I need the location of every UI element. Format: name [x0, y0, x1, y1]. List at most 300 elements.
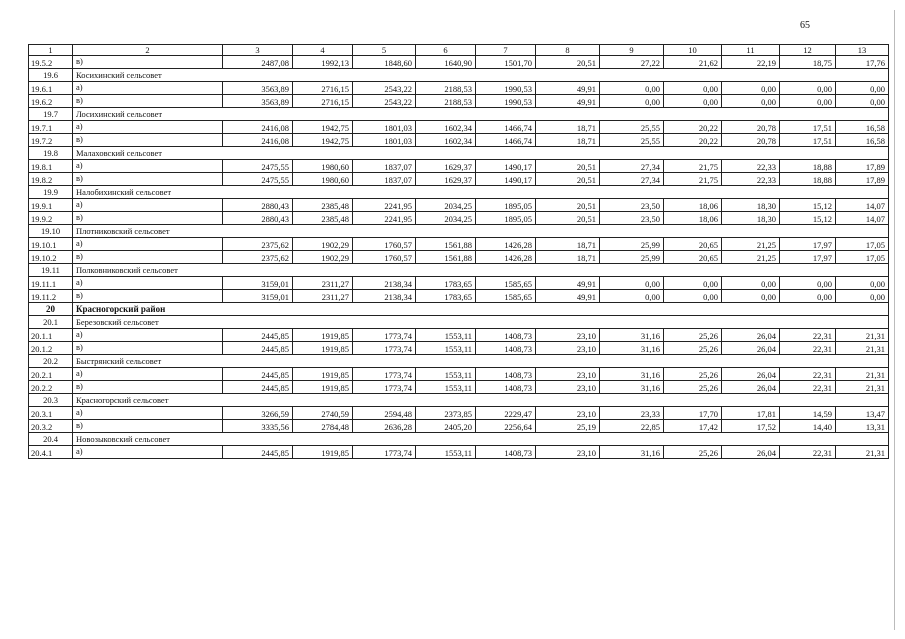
value-cell: 0,00 — [780, 95, 836, 108]
value-cell: 22,31 — [780, 446, 836, 459]
value-cell: 49,91 — [536, 95, 600, 108]
value-cell: 18,30 — [722, 199, 780, 212]
value-cell: 1760,57 — [353, 238, 416, 251]
value-cell: 1773,74 — [353, 329, 416, 342]
row-code: 19.9.2 — [29, 212, 73, 225]
value-cell: 1585,65 — [476, 277, 536, 290]
value-cell: 20,65 — [664, 238, 722, 251]
table-row — [29, 329, 889, 342]
value-cell: 1408,73 — [476, 368, 536, 381]
row-label: в) — [73, 342, 223, 355]
value-cell: 16,58 — [836, 134, 889, 147]
value-cell: 2636,28 — [353, 420, 416, 433]
section-name: Березовский сельсовет — [73, 316, 889, 329]
row-label: в) — [73, 173, 223, 186]
value-cell: 15,12 — [780, 212, 836, 225]
value-cell: 20,51 — [536, 212, 600, 225]
value-cell: 1602,34 — [416, 134, 476, 147]
value-cell: 17,52 — [722, 420, 780, 433]
column-header: 1 — [29, 45, 73, 56]
column-header: 8 — [536, 45, 600, 56]
table-row — [29, 381, 889, 394]
row-label: а) — [73, 407, 223, 420]
column-header: 4 — [293, 45, 353, 56]
value-cell: 23,10 — [536, 381, 600, 394]
value-cell: 1408,73 — [476, 381, 536, 394]
value-cell: 21,75 — [664, 173, 722, 186]
value-cell: 22,31 — [780, 368, 836, 381]
value-cell: 0,00 — [600, 290, 664, 303]
value-cell: 14,07 — [836, 212, 889, 225]
value-cell: 18,30 — [722, 212, 780, 225]
value-cell: 27,22 — [600, 56, 664, 69]
row-label: в) — [73, 381, 223, 394]
table-row — [29, 277, 889, 290]
value-cell: 1801,03 — [353, 121, 416, 134]
value-cell: 2188,53 — [416, 82, 476, 95]
value-cell: 1919,85 — [293, 329, 353, 342]
value-cell: 25,19 — [536, 420, 600, 433]
column-header: 10 — [664, 45, 722, 56]
page-number: 65 — [800, 20, 810, 31]
section-name: Лосихинский сельсовет — [73, 108, 889, 121]
row-code: 20.2.2 — [29, 381, 73, 394]
value-cell: 20,51 — [536, 56, 600, 69]
value-cell: 2445,85 — [223, 342, 293, 355]
value-cell: 23,33 — [600, 407, 664, 420]
value-cell: 2311,27 — [293, 290, 353, 303]
value-cell: 21,31 — [836, 368, 889, 381]
column-header: 7 — [476, 45, 536, 56]
row-code: 19.8.2 — [29, 173, 73, 186]
value-cell: 1602,34 — [416, 121, 476, 134]
row-label: в) — [73, 56, 223, 69]
section-name: Косихинский сельсовет — [73, 69, 889, 82]
value-cell: 27,34 — [600, 160, 664, 173]
column-header: 6 — [416, 45, 476, 56]
row-code: 19.6 — [29, 69, 73, 82]
value-cell: 3159,01 — [223, 290, 293, 303]
value-cell: 1408,73 — [476, 446, 536, 459]
value-cell: 3159,01 — [223, 277, 293, 290]
table-row — [29, 290, 889, 303]
value-cell: 25,26 — [664, 368, 722, 381]
section-row — [29, 316, 889, 329]
row-code: 20.4.1 — [29, 446, 73, 459]
value-cell: 2034,25 — [416, 212, 476, 225]
table-row — [29, 342, 889, 355]
value-cell: 20,78 — [722, 121, 780, 134]
column-header: 2 — [73, 45, 223, 56]
row-code: 19.11.2 — [29, 290, 73, 303]
district-name: Красногорский район — [73, 303, 889, 316]
row-label: а) — [73, 199, 223, 212]
table-row — [29, 238, 889, 251]
value-cell: 2241,95 — [353, 212, 416, 225]
value-cell: 22,85 — [600, 420, 664, 433]
table-row — [29, 121, 889, 134]
value-cell: 2445,85 — [223, 381, 293, 394]
row-code: 20.1.2 — [29, 342, 73, 355]
value-cell: 1992,13 — [293, 56, 353, 69]
row-code: 19.10.2 — [29, 251, 73, 264]
value-cell: 21,31 — [836, 342, 889, 355]
value-cell: 2445,85 — [223, 368, 293, 381]
value-cell: 3335,56 — [223, 420, 293, 433]
value-cell: 2385,48 — [293, 199, 353, 212]
row-code: 19.9.1 — [29, 199, 73, 212]
table-body — [29, 56, 889, 459]
value-cell: 1848,60 — [353, 56, 416, 69]
value-cell: 31,16 — [600, 381, 664, 394]
value-cell: 2256,64 — [476, 420, 536, 433]
value-cell: 0,00 — [664, 290, 722, 303]
value-cell: 25,26 — [664, 342, 722, 355]
value-cell: 1585,65 — [476, 290, 536, 303]
row-label: а) — [73, 368, 223, 381]
value-cell: 2138,34 — [353, 290, 416, 303]
value-cell: 1553,11 — [416, 446, 476, 459]
value-cell: 18,88 — [780, 173, 836, 186]
value-cell: 20,51 — [536, 199, 600, 212]
row-label: в) — [73, 134, 223, 147]
value-cell: 1760,57 — [353, 251, 416, 264]
value-cell: 1553,11 — [416, 342, 476, 355]
value-cell: 14,07 — [836, 199, 889, 212]
section-row — [29, 225, 889, 238]
value-cell: 21,25 — [722, 238, 780, 251]
table-row — [29, 160, 889, 173]
value-cell: 17,70 — [664, 407, 722, 420]
value-cell: 2416,08 — [223, 121, 293, 134]
value-cell: 1902,29 — [293, 251, 353, 264]
section-row — [29, 147, 889, 160]
value-cell: 1561,88 — [416, 238, 476, 251]
row-code: 19.10.1 — [29, 238, 73, 251]
value-cell: 1553,11 — [416, 368, 476, 381]
value-cell: 17,51 — [780, 134, 836, 147]
value-cell: 2416,08 — [223, 134, 293, 147]
page-edge-line — [894, 10, 895, 630]
row-label: а) — [73, 238, 223, 251]
value-cell: 2241,95 — [353, 199, 416, 212]
value-cell: 31,16 — [600, 368, 664, 381]
value-cell: 2229,47 — [476, 407, 536, 420]
value-cell: 1408,73 — [476, 342, 536, 355]
value-cell: 13,47 — [836, 407, 889, 420]
table-row — [29, 368, 889, 381]
table-header — [29, 45, 889, 56]
row-code: 19.7.2 — [29, 134, 73, 147]
value-cell: 2880,43 — [223, 199, 293, 212]
value-cell: 23,50 — [600, 212, 664, 225]
value-cell: 2475,55 — [223, 160, 293, 173]
value-cell: 2034,25 — [416, 199, 476, 212]
value-cell: 23,10 — [536, 446, 600, 459]
value-cell: 25,99 — [600, 251, 664, 264]
value-cell: 0,00 — [600, 82, 664, 95]
table-row — [29, 407, 889, 420]
value-cell: 1980,60 — [293, 173, 353, 186]
value-cell: 26,04 — [722, 446, 780, 459]
value-cell: 1919,85 — [293, 446, 353, 459]
value-cell: 1466,74 — [476, 134, 536, 147]
section-row — [29, 69, 889, 82]
value-cell: 17,97 — [780, 238, 836, 251]
column-header: 3 — [223, 45, 293, 56]
value-cell: 0,00 — [600, 277, 664, 290]
value-cell: 2373,85 — [416, 407, 476, 420]
value-cell: 1919,85 — [293, 342, 353, 355]
value-cell: 14,59 — [780, 407, 836, 420]
value-cell: 26,04 — [722, 329, 780, 342]
section-name: Быстрянский сельсовет — [73, 355, 889, 368]
column-header: 5 — [353, 45, 416, 56]
value-cell: 13,31 — [836, 420, 889, 433]
value-cell: 18,71 — [536, 238, 600, 251]
value-cell: 21,31 — [836, 381, 889, 394]
value-cell: 25,55 — [600, 121, 664, 134]
value-cell: 1990,53 — [476, 82, 536, 95]
table-row — [29, 251, 889, 264]
value-cell: 21,75 — [664, 160, 722, 173]
row-code: 19.7 — [29, 108, 73, 121]
value-cell: 1773,74 — [353, 368, 416, 381]
value-cell: 21,25 — [722, 251, 780, 264]
value-cell: 23,10 — [536, 329, 600, 342]
value-cell: 18,06 — [664, 212, 722, 225]
value-cell: 23,50 — [600, 199, 664, 212]
value-cell: 2543,22 — [353, 95, 416, 108]
value-cell: 0,00 — [780, 82, 836, 95]
value-cell: 20,78 — [722, 134, 780, 147]
district-row — [29, 303, 889, 316]
value-cell: 16,58 — [836, 121, 889, 134]
table-row — [29, 446, 889, 459]
value-cell: 0,00 — [664, 82, 722, 95]
value-cell: 0,00 — [836, 290, 889, 303]
row-code: 20.3 — [29, 394, 73, 407]
value-cell: 17,89 — [836, 173, 889, 186]
value-cell: 1466,74 — [476, 121, 536, 134]
value-cell: 22,33 — [722, 173, 780, 186]
value-cell: 31,16 — [600, 329, 664, 342]
value-cell: 49,91 — [536, 277, 600, 290]
tariff-table — [28, 44, 889, 459]
row-code: 20.1 — [29, 316, 73, 329]
value-cell: 1942,75 — [293, 121, 353, 134]
value-cell: 21,31 — [836, 446, 889, 459]
column-header: 9 — [600, 45, 664, 56]
value-cell: 1490,17 — [476, 173, 536, 186]
value-cell: 1773,74 — [353, 381, 416, 394]
table-row — [29, 212, 889, 225]
value-cell: 49,91 — [536, 290, 600, 303]
value-cell: 21,31 — [836, 329, 889, 342]
value-cell: 2445,85 — [223, 446, 293, 459]
value-cell: 1629,37 — [416, 173, 476, 186]
value-cell: 22,31 — [780, 342, 836, 355]
row-code: 19.8.1 — [29, 160, 73, 173]
value-cell: 1980,60 — [293, 160, 353, 173]
value-cell: 2311,27 — [293, 277, 353, 290]
value-cell: 20,51 — [536, 173, 600, 186]
section-row — [29, 433, 889, 446]
row-code: 19.8 — [29, 147, 73, 160]
column-header: 12 — [780, 45, 836, 56]
value-cell: 0,00 — [722, 277, 780, 290]
row-code: 19.6.2 — [29, 95, 73, 108]
row-label: а) — [73, 446, 223, 459]
column-header: 13 — [836, 45, 889, 56]
value-cell: 0,00 — [780, 290, 836, 303]
value-cell: 1773,74 — [353, 342, 416, 355]
value-cell: 2385,48 — [293, 212, 353, 225]
value-cell: 1837,07 — [353, 173, 416, 186]
value-cell: 2716,15 — [293, 95, 353, 108]
header-row — [29, 45, 889, 56]
value-cell: 15,12 — [780, 199, 836, 212]
value-cell: 0,00 — [780, 277, 836, 290]
section-row — [29, 264, 889, 277]
value-cell: 23,10 — [536, 342, 600, 355]
value-cell: 2375,62 — [223, 251, 293, 264]
table-row — [29, 56, 889, 69]
section-name: Полковниковский сельсовет — [73, 264, 889, 277]
value-cell: 2375,62 — [223, 238, 293, 251]
value-cell: 2543,22 — [353, 82, 416, 95]
value-cell: 1837,07 — [353, 160, 416, 173]
section-row — [29, 108, 889, 121]
section-row — [29, 186, 889, 199]
value-cell: 20,22 — [664, 121, 722, 134]
row-code: 20.3.1 — [29, 407, 73, 420]
value-cell: 25,26 — [664, 329, 722, 342]
value-cell: 1773,74 — [353, 446, 416, 459]
table-row — [29, 420, 889, 433]
value-cell: 49,91 — [536, 82, 600, 95]
value-cell: 17,05 — [836, 251, 889, 264]
row-code: 19.11 — [29, 264, 73, 277]
value-cell: 20,65 — [664, 251, 722, 264]
value-cell: 1990,53 — [476, 95, 536, 108]
row-code: 20.2.1 — [29, 368, 73, 381]
value-cell: 0,00 — [836, 277, 889, 290]
value-cell: 18,71 — [536, 121, 600, 134]
value-cell: 18,71 — [536, 134, 600, 147]
row-label: в) — [73, 95, 223, 108]
row-code: 20.1.1 — [29, 329, 73, 342]
value-cell: 2405,20 — [416, 420, 476, 433]
value-cell: 26,04 — [722, 342, 780, 355]
section-row — [29, 355, 889, 368]
table-row — [29, 82, 889, 95]
value-cell: 1895,05 — [476, 199, 536, 212]
row-label: в) — [73, 212, 223, 225]
value-cell: 31,16 — [600, 446, 664, 459]
value-cell: 18,75 — [780, 56, 836, 69]
value-cell: 18,88 — [780, 160, 836, 173]
value-cell: 2594,48 — [353, 407, 416, 420]
value-cell: 0,00 — [722, 95, 780, 108]
row-code: 19.10 — [29, 225, 73, 238]
value-cell: 26,04 — [722, 368, 780, 381]
value-cell: 17,97 — [780, 251, 836, 264]
row-label: а) — [73, 121, 223, 134]
row-label: в) — [73, 420, 223, 433]
value-cell: 0,00 — [664, 277, 722, 290]
value-cell: 2445,85 — [223, 329, 293, 342]
table-row — [29, 134, 889, 147]
value-cell: 3266,59 — [223, 407, 293, 420]
row-label: а) — [73, 329, 223, 342]
value-cell: 0,00 — [836, 95, 889, 108]
row-code: 19.5.2 — [29, 56, 73, 69]
value-cell: 1783,65 — [416, 277, 476, 290]
value-cell: 1408,73 — [476, 329, 536, 342]
value-cell: 17,42 — [664, 420, 722, 433]
value-cell: 22,31 — [780, 329, 836, 342]
value-cell: 1942,75 — [293, 134, 353, 147]
value-cell: 1501,70 — [476, 56, 536, 69]
value-cell: 31,16 — [600, 342, 664, 355]
value-cell: 22,33 — [722, 160, 780, 173]
row-label: в) — [73, 251, 223, 264]
value-cell: 25,26 — [664, 446, 722, 459]
value-cell: 1919,85 — [293, 368, 353, 381]
value-cell: 2784,48 — [293, 420, 353, 433]
row-code: 20.3.2 — [29, 420, 73, 433]
value-cell: 21,62 — [664, 56, 722, 69]
row-label: а) — [73, 82, 223, 95]
value-cell: 0,00 — [722, 290, 780, 303]
value-cell: 1426,28 — [476, 238, 536, 251]
value-cell: 23,10 — [536, 407, 600, 420]
row-label: а) — [73, 277, 223, 290]
value-cell: 25,55 — [600, 134, 664, 147]
section-name: Малаховский сельсовет — [73, 147, 889, 160]
value-cell: 1902,29 — [293, 238, 353, 251]
value-cell: 1490,17 — [476, 160, 536, 173]
row-label: а) — [73, 160, 223, 173]
value-cell: 2188,53 — [416, 95, 476, 108]
row-code: 20.4 — [29, 433, 73, 446]
value-cell: 25,99 — [600, 238, 664, 251]
value-cell: 2880,43 — [223, 212, 293, 225]
value-cell: 1426,28 — [476, 251, 536, 264]
value-cell: 1553,11 — [416, 381, 476, 394]
value-cell: 18,06 — [664, 199, 722, 212]
value-cell: 22,31 — [780, 381, 836, 394]
row-code: 20.2 — [29, 355, 73, 368]
value-cell: 27,34 — [600, 173, 664, 186]
value-cell: 2716,15 — [293, 82, 353, 95]
section-name: Налобихинский сельсовет — [73, 186, 889, 199]
section-name: Плотниковский сельсовет — [73, 225, 889, 238]
row-code: 20 — [29, 303, 73, 316]
value-cell: 0,00 — [600, 95, 664, 108]
row-code: 19.7.1 — [29, 121, 73, 134]
value-cell: 17,89 — [836, 160, 889, 173]
value-cell: 3563,89 — [223, 82, 293, 95]
value-cell: 1640,90 — [416, 56, 476, 69]
value-cell: 26,04 — [722, 381, 780, 394]
value-cell: 23,10 — [536, 368, 600, 381]
value-cell: 20,22 — [664, 134, 722, 147]
value-cell: 17,76 — [836, 56, 889, 69]
value-cell: 1919,85 — [293, 381, 353, 394]
value-cell: 1801,03 — [353, 134, 416, 147]
